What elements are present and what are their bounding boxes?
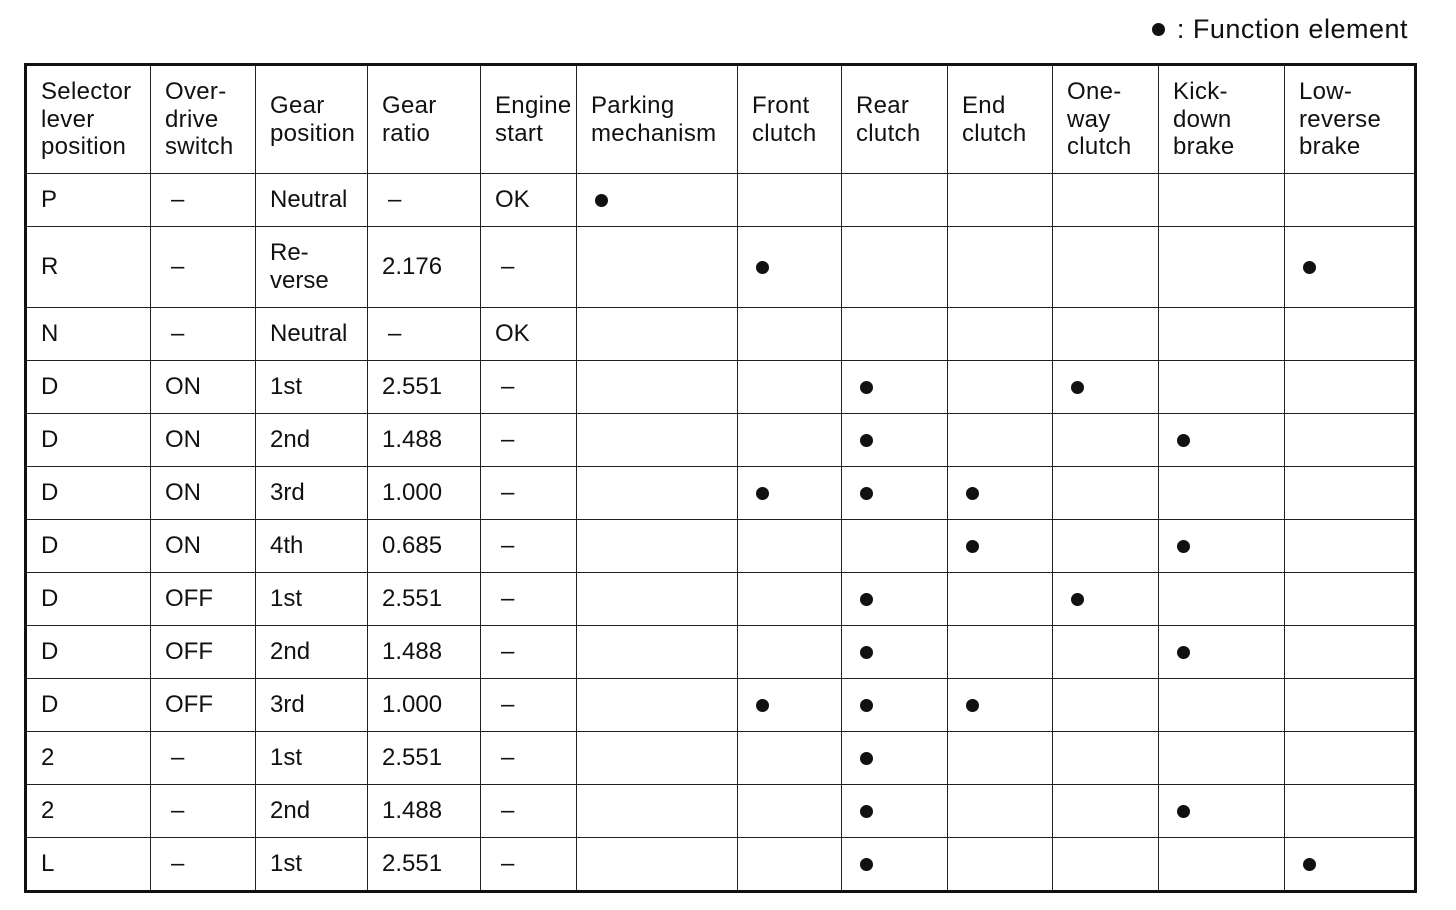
table-row: [26, 467, 1416, 520]
gear-position-cell: 3rd: [256, 467, 368, 520]
function-element-cell: [738, 785, 842, 838]
function-element-cell: [948, 838, 1053, 892]
column-header: Gear position: [256, 65, 368, 174]
function-element-cell: [948, 732, 1053, 785]
filled-dot-icon: [966, 540, 979, 553]
function-element-cell: [577, 573, 738, 626]
function-element-cell: [948, 308, 1053, 361]
filled-dot-icon: [860, 858, 873, 871]
function-element-cell: [577, 308, 738, 361]
selector-position-cell: D: [26, 467, 151, 520]
selector-position-cell: L: [26, 838, 151, 892]
gear-position-cell: 2nd: [256, 626, 368, 679]
column-header: Kick- down brake: [1159, 65, 1285, 174]
function-element-cell: [1053, 732, 1159, 785]
function-element-cell: [842, 732, 948, 785]
table-body: [26, 174, 1416, 892]
table-row: [26, 361, 1416, 414]
function-element-cell: [1053, 785, 1159, 838]
function-element-cell: [738, 838, 842, 892]
column-header: Selector lever position: [26, 65, 151, 174]
column-header: Engine start: [481, 65, 577, 174]
engine-start-cell: –: [481, 732, 577, 785]
filled-dot-icon: [1303, 261, 1316, 274]
function-element-cell: [738, 467, 842, 520]
gear-ratio-cell: 2.176: [368, 227, 481, 308]
overdrive-switch-cell: OFF: [151, 626, 256, 679]
gear-position-cell: 3rd: [256, 679, 368, 732]
selector-position-cell: D: [26, 626, 151, 679]
selector-position-cell: R: [26, 227, 151, 308]
selector-position-cell: 2: [26, 785, 151, 838]
filled-dot-icon: [860, 434, 873, 447]
gear-ratio-cell: 1.488: [368, 626, 481, 679]
function-element-cell: [1285, 174, 1416, 227]
function-element-cell: [1053, 626, 1159, 679]
overdrive-switch-cell: –: [151, 838, 256, 892]
function-element-cell: [1285, 308, 1416, 361]
filled-dot-icon: [1071, 381, 1084, 394]
function-element-cell: [1053, 467, 1159, 520]
function-element-cell: [842, 626, 948, 679]
gear-position-cell: Neutral: [256, 174, 368, 227]
function-element-cell: [1053, 361, 1159, 414]
table-row: [26, 626, 1416, 679]
function-element-cell: [948, 174, 1053, 227]
gear-ratio-cell: 1.000: [368, 467, 481, 520]
function-element-cell: [738, 626, 842, 679]
engine-start-cell: –: [481, 573, 577, 626]
overdrive-switch-cell: ON: [151, 520, 256, 573]
gear-position-cell: 1st: [256, 361, 368, 414]
function-element-cell: [1053, 520, 1159, 573]
function-element-cell: [738, 174, 842, 227]
function-element-cell: [1159, 174, 1285, 227]
engine-start-cell: OK: [481, 308, 577, 361]
function-element-cell: [1053, 838, 1159, 892]
gear-position-cell: 1st: [256, 838, 368, 892]
function-element-cell: [577, 838, 738, 892]
function-element-cell: [1053, 573, 1159, 626]
overdrive-switch-cell: ON: [151, 467, 256, 520]
function-element-cell: [577, 520, 738, 573]
filled-dot-icon: [1303, 858, 1316, 871]
selector-position-cell: D: [26, 679, 151, 732]
function-element-cell: [1159, 467, 1285, 520]
overdrive-switch-cell: –: [151, 227, 256, 308]
function-element-cell: [577, 467, 738, 520]
column-header: One- way clutch: [1053, 65, 1159, 174]
selector-position-cell: D: [26, 361, 151, 414]
function-element-cell: [1285, 467, 1416, 520]
function-element-cell: [1159, 520, 1285, 573]
gear-ratio-cell: 1.488: [368, 414, 481, 467]
overdrive-switch-cell: OFF: [151, 679, 256, 732]
function-element-cell: [948, 626, 1053, 679]
column-header: End clutch: [948, 65, 1053, 174]
function-element-cell: [577, 361, 738, 414]
filled-dot-icon: [1177, 540, 1190, 553]
function-element-cell: [1285, 520, 1416, 573]
function-element-cell: [948, 361, 1053, 414]
legend-text: : Function element: [1176, 14, 1408, 44]
filled-dot-icon: [1177, 646, 1190, 659]
gear-ratio-cell: 2.551: [368, 732, 481, 785]
overdrive-switch-cell: –: [151, 308, 256, 361]
function-element-cell: [1159, 838, 1285, 892]
filled-dot-icon: [966, 699, 979, 712]
function-element-cell: [577, 414, 738, 467]
function-element-cell: [1159, 308, 1285, 361]
column-header: Gear ratio: [368, 65, 481, 174]
function-element-cell: [1159, 227, 1285, 308]
function-element-cell: [948, 227, 1053, 308]
function-element-cell: [1053, 227, 1159, 308]
function-element-cell: [1285, 227, 1416, 308]
table-row: [26, 838, 1416, 892]
selector-position-cell: D: [26, 573, 151, 626]
overdrive-switch-cell: –: [151, 732, 256, 785]
function-element-cell: [577, 626, 738, 679]
overdrive-switch-cell: ON: [151, 414, 256, 467]
gear-ratio-cell: –: [368, 308, 481, 361]
filled-dot-icon: [756, 261, 769, 274]
function-element-cell: [842, 308, 948, 361]
function-element-cell: [1285, 361, 1416, 414]
selector-position-cell: D: [26, 414, 151, 467]
gear-position-cell: 2nd: [256, 785, 368, 838]
function-element-cell: [1159, 626, 1285, 679]
function-element-cell: [1285, 838, 1416, 892]
gear-ratio-cell: 1.000: [368, 679, 481, 732]
filled-dot-icon: [756, 699, 769, 712]
selector-position-cell: D: [26, 520, 151, 573]
function-element-cell: [1053, 414, 1159, 467]
engine-start-cell: –: [481, 361, 577, 414]
function-element-cell: [1285, 785, 1416, 838]
legend: [1152, 14, 1408, 45]
filled-dot-icon: [860, 487, 873, 500]
function-element-cell: [842, 227, 948, 308]
filled-dot-icon: [860, 381, 873, 394]
table-row: [26, 573, 1416, 626]
engine-start-cell: –: [481, 679, 577, 732]
engine-start-cell: –: [481, 785, 577, 838]
function-element-cell: [1285, 626, 1416, 679]
function-element-cell: [738, 732, 842, 785]
function-element-cell: [1285, 732, 1416, 785]
function-element-cell: [577, 227, 738, 308]
gear-position-cell: 2nd: [256, 414, 368, 467]
function-element-cell: [577, 732, 738, 785]
function-element-cell: [1053, 308, 1159, 361]
function-element-cell: [948, 467, 1053, 520]
column-header: Over- drive switch: [151, 65, 256, 174]
function-element-cell: [1285, 414, 1416, 467]
function-element-cell: [1053, 174, 1159, 227]
function-element-cell: [1053, 679, 1159, 732]
filled-dot-icon: [1177, 805, 1190, 818]
gear-ratio-cell: 1.488: [368, 785, 481, 838]
filled-dot-icon: [860, 646, 873, 659]
engine-start-cell: –: [481, 626, 577, 679]
function-element-cell: [738, 520, 842, 573]
column-header: Rear clutch: [842, 65, 948, 174]
gear-position-cell: 1st: [256, 573, 368, 626]
function-element-cell: [738, 414, 842, 467]
function-element-cell: [738, 361, 842, 414]
function-element-cell: [948, 573, 1053, 626]
function-element-cell: [842, 174, 948, 227]
function-element-cell: [842, 838, 948, 892]
engine-start-cell: OK: [481, 174, 577, 227]
function-element-cell: [842, 520, 948, 573]
selector-position-cell: N: [26, 308, 151, 361]
function-element-cell: [842, 361, 948, 414]
gear-ratio-cell: 2.551: [368, 361, 481, 414]
function-element-cell: [1159, 573, 1285, 626]
filled-dot-icon: [1177, 434, 1190, 447]
filled-dot-icon: [860, 699, 873, 712]
column-header: Parking mechanism: [577, 65, 738, 174]
function-element-cell: [738, 679, 842, 732]
function-element-cell: [577, 785, 738, 838]
engine-start-cell: –: [481, 414, 577, 467]
filled-dot-icon: [1152, 23, 1165, 36]
function-element-cell: [842, 785, 948, 838]
filled-dot-icon: [860, 593, 873, 606]
filled-dot-icon: [860, 752, 873, 765]
gear-position-cell: Re- verse: [256, 227, 368, 308]
filled-dot-icon: [595, 194, 608, 207]
function-element-cell: [842, 679, 948, 732]
selector-position-cell: 2: [26, 732, 151, 785]
table-row: [26, 520, 1416, 573]
function-element-cell: [948, 679, 1053, 732]
function-element-cell: [577, 174, 738, 227]
function-element-cell: [738, 573, 842, 626]
filled-dot-icon: [756, 487, 769, 500]
gear-function-table: [24, 63, 1417, 893]
table-row: [26, 414, 1416, 467]
table-row: [26, 227, 1416, 308]
overdrive-switch-cell: –: [151, 174, 256, 227]
column-header: Low- reverse brake: [1285, 65, 1416, 174]
function-element-cell: [738, 308, 842, 361]
function-element-cell: [1159, 361, 1285, 414]
function-element-cell: [577, 679, 738, 732]
column-header: Front clutch: [738, 65, 842, 174]
table-row: [26, 679, 1416, 732]
function-element-cell: [842, 414, 948, 467]
table-row: [26, 785, 1416, 838]
filled-dot-icon: [860, 805, 873, 818]
function-element-cell: [1159, 679, 1285, 732]
gear-ratio-cell: 2.551: [368, 838, 481, 892]
engine-start-cell: –: [481, 467, 577, 520]
table-row: [26, 308, 1416, 361]
overdrive-switch-cell: ON: [151, 361, 256, 414]
filled-dot-icon: [1071, 593, 1084, 606]
filled-dot-icon: [966, 487, 979, 500]
function-element-cell: [1159, 785, 1285, 838]
table-row: [26, 732, 1416, 785]
engine-start-cell: –: [481, 227, 577, 308]
function-element-cell: [842, 573, 948, 626]
overdrive-switch-cell: –: [151, 785, 256, 838]
function-element-cell: [842, 467, 948, 520]
function-element-cell: [1285, 679, 1416, 732]
table-row: [26, 174, 1416, 227]
overdrive-switch-cell: OFF: [151, 573, 256, 626]
engine-start-cell: –: [481, 838, 577, 892]
function-element-cell: [1159, 414, 1285, 467]
engine-start-cell: –: [481, 520, 577, 573]
function-element-cell: [1285, 573, 1416, 626]
header-row: [26, 65, 1416, 174]
gear-position-cell: Neutral: [256, 308, 368, 361]
function-element-cell: [738, 227, 842, 308]
function-element-cell: [948, 520, 1053, 573]
gear-ratio-cell: –: [368, 174, 481, 227]
function-element-cell: [948, 414, 1053, 467]
selector-position-cell: P: [26, 174, 151, 227]
gear-ratio-cell: 0.685: [368, 520, 481, 573]
gear-ratio-cell: 2.551: [368, 573, 481, 626]
function-element-cell: [948, 785, 1053, 838]
gear-position-cell: 4th: [256, 520, 368, 573]
gear-position-cell: 1st: [256, 732, 368, 785]
function-element-cell: [1159, 732, 1285, 785]
